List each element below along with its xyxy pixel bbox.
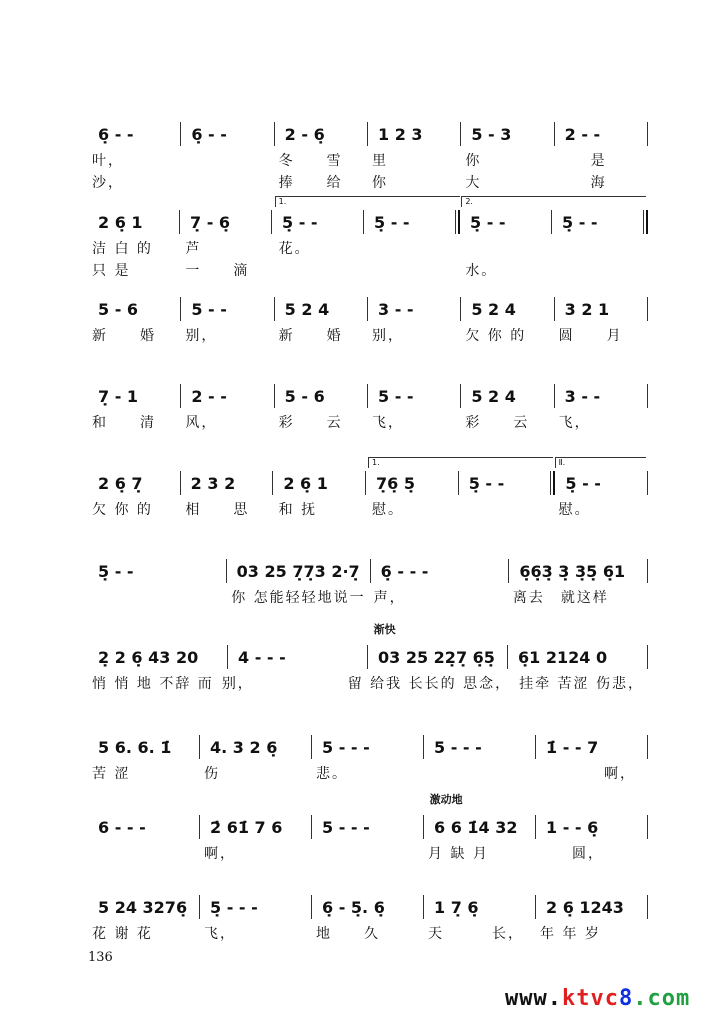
measure-notes: 5 6. 6. 1̇ [98,737,172,757]
measure [88,122,180,146]
lyric: 苦 涩 [92,766,131,782]
lyric: 洁 白 的 [92,241,153,257]
barline [647,471,648,495]
lyric: 水。 [465,263,498,279]
measure [509,559,647,583]
measure-notes: 5̣ - - [282,212,318,232]
measure [555,122,647,146]
watermark-ktv: ktv [561,986,605,1011]
measure [88,297,180,321]
measure [181,471,273,495]
lyric [181,150,274,168]
measure [272,210,363,234]
measure-notes: 2̇ 61̇ 7 6 [210,817,283,837]
measure-notes: 1 - - 6̣ [546,817,599,837]
barline [647,735,648,759]
measure [200,895,311,919]
lyric: 离去 就这样 [512,590,609,606]
measure [508,645,647,669]
lyric: 飞， [558,415,591,431]
lyric: 彩 云 [278,415,343,431]
lyric [181,172,274,190]
measure-notes: 1̇ - - 7 [546,737,599,757]
lyric [368,238,461,256]
measure-notes: 5̣ - - [565,473,601,493]
measure [555,384,647,408]
measure-notes: 4 - - - [238,647,286,667]
measure-notes: 1 7̣ 6̣ [434,897,479,917]
measure-notes: 03 25 7̣7̣3 2·7̣ [236,561,360,581]
barline [647,815,648,839]
measure-notes: 5 - 6 [98,299,139,319]
lyric [555,260,648,278]
measure-notes: 5 - - - [322,817,370,837]
measure [200,815,311,839]
measure-notes: 5 24 3276̣ [98,897,188,917]
lyric: 相 思 [185,502,250,518]
measure-notes: 6̣ - - [191,124,227,144]
measure [368,384,460,408]
measure-notes: 2 - - [191,386,227,406]
lyric: 欠 你 的 [465,328,527,344]
lyrics-line [88,325,648,343]
lyric: 和 抚 [278,502,318,518]
measure [461,122,553,146]
measure-notes: 5̣ - - [562,212,598,232]
measure [88,384,180,408]
lyric: 一 滴 [185,263,250,279]
lyric: 别， [371,328,404,344]
measure-notes: 6̣6̣3̣ 3̣ 3̣5̣ 6̣1 [519,561,626,581]
lyric: 你 [465,153,482,169]
lyric [424,763,536,781]
lyric: 啊， [204,846,236,862]
lyric [312,843,424,861]
measure [275,122,367,146]
measure [312,895,423,919]
lyric: 沙， [92,175,124,191]
lyric [368,260,461,278]
lyric [555,238,648,256]
volta-bracket: 1. [368,457,553,468]
measure [227,559,370,583]
measure [368,645,507,669]
measure-notes: 5 - - - [434,737,482,757]
measure-notes: 6̣ - - [98,124,134,144]
measure [273,471,365,495]
score-row [88,297,648,343]
watermark-8: 8 [618,986,634,1011]
measure-notes: 2 6̣ 1243 [546,897,624,917]
measure-notes: 5 - - [377,386,414,406]
barline [647,122,648,146]
notes-line [88,197,648,234]
measure [88,895,199,919]
lyric: 花 谢 花 [92,926,153,942]
measure [312,735,423,759]
lyric: 别， [185,328,218,344]
measure-notes: 6̣1 2124 0 [518,647,608,667]
lyrics-line [88,150,648,168]
measure [368,122,460,146]
lyric: 是 [558,153,607,169]
measure [364,210,455,234]
score-row [88,895,648,941]
notes-line [88,297,648,321]
measure-notes: 3 - - [564,386,601,406]
notes-line [88,735,648,759]
measure [366,471,458,495]
measure [180,210,271,234]
measure [200,735,311,759]
measure [536,735,647,759]
measure [88,471,180,495]
measure-notes: 7̣6̣ 5̣ [376,473,415,493]
lyrics-line [88,843,648,861]
score-row [88,384,648,430]
measure [88,815,199,839]
lyric: 挂牵 苦涩 伤悲， [519,676,644,692]
lyric: 冬 雪 [278,153,343,169]
measure [536,895,647,919]
measure-notes: 2 6̣ 7̣ [98,473,143,493]
lyric: 花。 [278,241,311,257]
measure [88,559,226,583]
lyric: 慰。 [371,502,404,518]
measure-notes: 2 - - [564,124,601,144]
tempo-marking: 渐快 [373,623,396,636]
lyric: 圆， [540,846,604,862]
measure-notes: 3 - - [377,299,414,319]
measure-notes: 6̣ - 5̣. 6̣ [322,897,385,917]
measure [88,210,179,234]
notes-line [88,122,648,146]
measure-notes: 5̣ - - - [210,897,258,917]
lyric: 你 怎能轻轻地说一 [231,590,366,606]
lyric: 芦 [185,241,202,257]
lyric [461,499,554,517]
lyric: 和 清 [92,415,156,431]
lyric: 月 缺 月 [428,846,489,862]
barline [647,297,648,321]
volta-bracket: 2. [461,196,646,207]
measure [275,297,367,321]
measure [461,297,553,321]
measure [368,297,460,321]
lyric: 慰。 [558,502,591,518]
lyrics-line [88,238,648,256]
measure-notes: 4. 3 2 6̣ [210,737,278,757]
measure-notes: 3 2 1 [564,299,610,319]
lyric: 大 [465,175,482,191]
measure-notes: 7̣ - 6̣ [190,212,231,232]
measure-notes: 2 6̣ 1 [283,473,328,493]
measure [228,645,367,669]
lyric: 里 [371,153,388,169]
lyric: 留 给我 长长的 思念， [347,676,512,692]
measure-notes: 5 2 4 [471,299,516,319]
barline [647,384,648,408]
score-row [88,793,648,862]
volta-bracket: 1. [275,196,460,207]
notes-line [88,384,648,408]
lyric: 新 婚 [92,328,156,344]
watermark [505,986,690,1011]
measure [459,471,551,495]
lyric: 飞， [371,415,404,431]
measure-notes: 1 2 3 [377,124,423,144]
lyric: 伤 [204,766,220,782]
measure [181,384,273,408]
notes-line [88,623,648,669]
lyric: 只 是 [92,263,131,279]
score-row [88,623,648,692]
measure [555,297,647,321]
measure [312,815,423,839]
measure-notes: 2 3 2 [190,473,236,493]
score-row [88,122,648,190]
measure-notes: 5 - 3 [471,124,512,144]
watermark-com: .com [633,986,691,1011]
lyrics-line [88,587,648,605]
measure-notes: 2 6̣ 1 [98,212,143,232]
measure-notes: 5̣ - - [468,473,505,493]
notes-line [88,559,648,583]
measure-notes: 5 2 4 [471,386,516,406]
measure [275,384,367,408]
measure [88,735,199,759]
measure-notes: 03 25 22̣7̣ 6̣5̣ [378,647,495,667]
lyric: 海 [558,175,607,191]
repeat-barline [643,210,648,234]
lyrics-line [88,923,648,941]
measure-notes: 5̣ - - [470,212,506,232]
lyric [88,843,200,861]
lyric [88,587,227,605]
lyric: 地 久 [316,926,380,942]
measure [424,735,535,759]
measure [461,384,553,408]
measure-notes: 7̣ - 1 [98,386,139,406]
lyric: 你 [371,175,388,191]
lyric: 悲。 [316,766,348,782]
measure-notes: 2̣ 2 6̣ 43 20 [98,647,199,667]
measure-notes: 5 2 4 [284,299,330,319]
lyric: 叶， [92,153,124,169]
lyric: 别， [221,676,254,692]
lyric: 欠 你 的 [92,502,153,518]
lyrics-line [88,260,648,278]
measure-notes: 6̣ - - - [380,561,429,581]
lyric: 新 婚 [278,328,343,344]
notes-line [88,458,648,495]
measure-notes: 5 - - - [322,737,370,757]
lyrics-line [88,172,648,190]
measure-notes: 5 - 6 [284,386,325,406]
lyric: 彩 云 [465,415,530,431]
volta-bracket: Ⅱ. [555,457,647,468]
lyric: 捧 给 [278,175,343,191]
measure-notes: 6 6 1̇4 32 [434,817,518,837]
lyric [461,238,554,256]
lyric: 悄 悄 地 不辞 而 [92,676,214,692]
measure [552,210,643,234]
score-row [88,197,648,279]
measure [536,815,647,839]
lyrics-line [88,673,648,691]
lyrics-line [88,763,648,781]
lyric: 年 年 岁 [540,926,601,942]
watermark-c: c [604,986,619,1011]
score-row [88,735,648,781]
measure [424,815,535,839]
score-row [88,458,648,518]
measure [181,297,273,321]
barline [647,895,648,919]
measure [555,471,647,495]
lyric: 风， [185,415,218,431]
measure [88,645,227,669]
notes-line [88,793,648,839]
score-row [88,559,648,605]
tempo-marking: 激动地 [429,793,463,806]
lyric: 天 长， [428,926,524,942]
lyric: 声， [373,590,406,606]
lyrics-line [88,499,648,517]
measure-notes: 5 - - [191,299,227,319]
measure [181,122,273,146]
barline [647,559,648,583]
barline [647,645,648,669]
measure-notes: 5̣ - - [374,212,410,232]
measure-notes: 5̣ - - [98,561,134,581]
lyric: 啊， [540,766,636,782]
lyric: 飞， [204,926,236,942]
lyric: 圆 月 [558,328,623,344]
measure-notes: 2 - 6̣ [284,124,325,144]
measure [460,210,551,234]
notes-line [88,895,648,919]
measure [424,895,535,919]
watermark-www: www. [505,986,562,1011]
lyrics-line [88,412,648,430]
measure-notes: 6 - - - [98,817,146,837]
lyric [275,260,368,278]
measure [371,559,509,583]
page-number: 136 [88,950,113,965]
